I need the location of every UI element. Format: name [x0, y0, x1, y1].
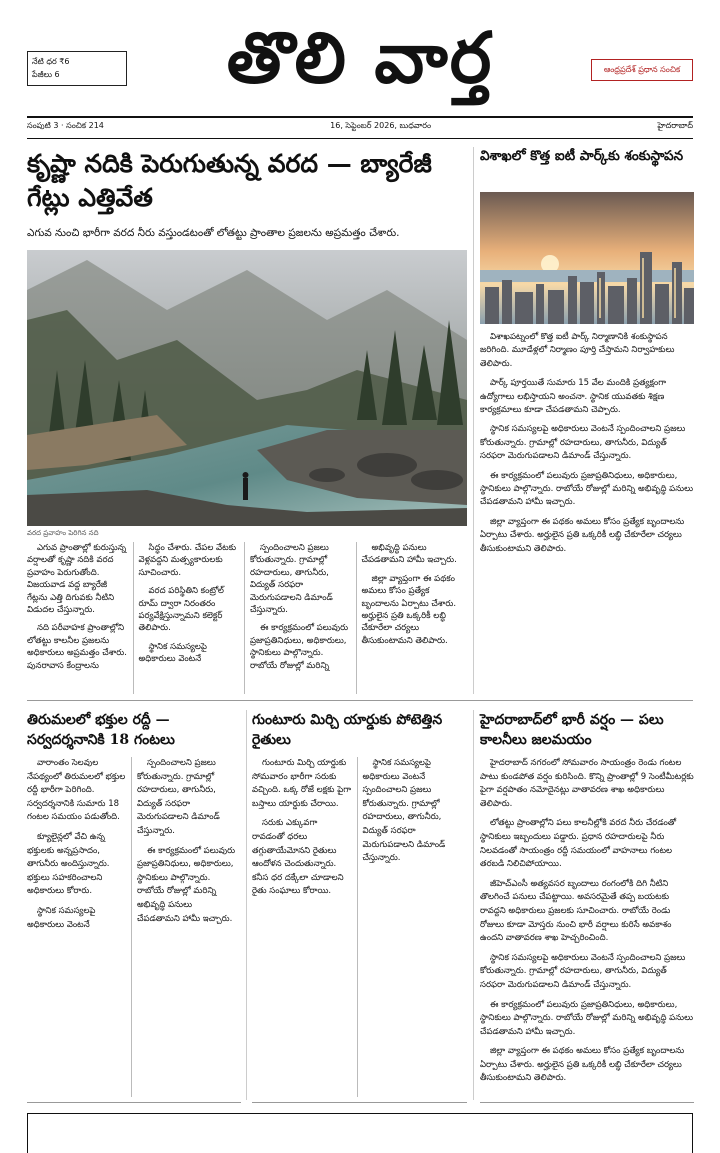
column-divider [473, 147, 474, 694]
paragraph: వరద పరిస్థితిని కంట్రోల్ రూమ్ ద్వారా నిరంతరం పర్యవేక్షిస్తున్నామని కలెక్టర్ తెలిపారు. [138, 586, 224, 634]
guntur-body [252, 757, 467, 1097]
paragraph: ఈ కార్యక్రమంలో పలువురు ప్రజాప్రతినిధులు, అధికారులు, స్థానికులు పాల్గొన్నారు. రాబోయే రోజుల్లో మరిన్ని అభివృద్ధి పనులు చేపడతామని హామీ ఇచ్చారు. [480, 999, 694, 1037]
lead-column [244, 542, 356, 694]
section-rule [480, 1102, 694, 1103]
photo-caption: వరద ప్రవాహం పెరిగిన నది [27, 529, 99, 537]
hyderabad-headline[interactable]: హైదరాబాద్‌లో భారీ వర్షం — పలు కాలనీలు జలమయం [480, 712, 664, 748]
section-rule [252, 1102, 467, 1103]
column-divider [246, 710, 247, 1100]
hyderabad-body [480, 757, 694, 1097]
lead-subhead: ఎగువ నుంచి భారీగా వరద నీరు వస్తుండటంతో లోతట్టు ప్రాంతాల ప్రజలను అప్రమత్తం చేశారు. [27, 227, 400, 239]
story-column [252, 757, 357, 1097]
lead-body [27, 542, 467, 694]
paragraph: సరుకు ఎక్కువగా రావడంతో ధరలు తగ్గుతాయేమోనని రైతులు ఆందోళన చెందుతున్నారు. కనీస ధర దక్కేలా చూడాలని రైతు సంఘాలు కోరాయి. [252, 818, 344, 897]
paragraph: పార్క్ పూర్తయితే సుమారు 15 వేల మందికి ప్రత్యక్షంగా ఉద్యోగాలు లభిస్తాయని అంచనా. స్థానిక యువతకు శిక్షణ కార్యక్రమాలు కూడా చేపడతామని చెప్పారు. [480, 378, 667, 416]
paragraph: ఎగువ ప్రాంతాల్లో కురుస్తున్న వర్షాలతో కృష్ణా నదికి వరద ప్రవాహం పెరుగుతోంది. విజయవాడ వద్ద బ్యారేజీ గేట్లను ఎత్తి దిగువకు నీటిని విడుదల చేస్తున్నారు. [27, 543, 127, 616]
paragraph: ఈ కార్యక్రమంలో పలువురు ప్రజాప్రతినిధులు, అధికారులు, స్థానికులు పాల్గొన్నారు. రాబోయే రోజుల్లో మరిన్ని [250, 623, 349, 671]
newspaper-title: తొలి వార్త [226, 16, 494, 99]
paragraph: గుంటూరు మిర్చి యార్డుకు సోమవారం భారీగా సరుకు వచ్చింది. ఒక్క రోజే లక్షకు పైగా బస్తాలు యార్డుకు చేరాయి. [252, 758, 352, 809]
paragraph: స్థానిక సమస్యలపై అధికారులు వెంటనే [138, 641, 207, 665]
section-rule [27, 1102, 241, 1103]
story-column [131, 757, 241, 1097]
paragraph: క్యూలైన్లలో వేచి ఉన్న భక్తులకు అన్నప్రసాదం, తాగునీరు అందిస్తున్నారు. భక్తులు సహకరించాలని అధికారులు కోరారు. [27, 831, 110, 897]
city-name: హైదరాబాద్ [657, 121, 693, 130]
column-divider [473, 710, 474, 1100]
price-box [27, 51, 127, 86]
lead-column [133, 542, 245, 694]
paragraph: స్థానిక సమస్యలపై అధికారులు వెంటనే స్పందించాలని ప్రజలు కోరుతున్నారు. గ్రామాల్లో రహదారులు, తాగునీరు, విద్యుత్ సరఫరా మెరుగుపడాలని డిమాండ్ చేస్తున్నారు. [480, 424, 686, 462]
tirumala-headline[interactable]: తిరుమలలో భక్తుల రద్దీ — సర్వదర్శనానికి 18 గంటలు [27, 712, 175, 748]
paragraph: లోతట్టు ప్రాంతాల్లోని పలు కాలనీల్లోకి వరద నీరు చేరడంతో స్థానికులు ఇబ్బందులు పడ్డారు. ప్రధాన రహదారులపై నీరు నిలవడంతో సాయంత్రం రద్దీ సమయంలో వాహనాలు గంటల తరబడి నిలిచిపోయాయి. [480, 818, 677, 870]
paragraph: స్థానిక సమస్యలపై అధికారులు వెంటనే స్పందించాలని ప్రజలు కోరుతున్నారు. గ్రామాల్లో రహదారులు, తాగునీరు, విద్యుత్ సరఫరా మెరుగుపడాలని డిమాండ్ చేస్తున్నారు. [480, 952, 686, 990]
side-body [480, 331, 694, 696]
city-skyline-art [480, 192, 694, 324]
paragraph: స్థానిక సమస్యలపై అధికారులు వెంటనే [27, 905, 96, 930]
paragraph: స్పందించాలని ప్రజలు కోరుతున్నారు. గ్రామాల్లో రహదారులు, తాగునీరు, విద్యుత్ సరఫరా మెరుగుపడాలని డిమాండ్ చేస్తున్నారు. [250, 543, 333, 616]
paragraph: జిల్లా వ్యాప్తంగా ఈ పథకం అమలు కోసం ప్రత్యేక బృందాలను ఏర్పాటు చేశారు. అర్హులైన ప్రతి ఒక్కరికీ లబ్ధి చేకూరేలా చర్యలు తీసుకుంటామని తెలిపారు. [361, 573, 457, 646]
price-label: నేటి ధర ₹6 [32, 57, 70, 66]
paragraph: ఈ కార్యక్రమంలో పలువురు ప్రజాప్రతినిధులు, అధికారులు, స్థానికులు పాల్గొన్నారు. రాబోయే రోజుల్లో మరిన్ని అభివృద్ధి పనులు చేపడతామని హామీ ఇచ్చారు. [137, 845, 236, 924]
pages-label: పేజీలు 6 [32, 70, 60, 79]
paragraph: జీహెచ్ఎంసీ అత్యవసర బృందాలు రంగంలోకి దిగి నీటిని తొలగించే పనులు చేపట్టాయి. అవసరమైతే తప్ప బయటకు రావద్దని అధికారులు ప్రజలకు సూచించారు. రాబోయే రెండు రోజులు కూడా మోస్తరు నుంచి భారీ వర్షాలు కురిసే అవకాశం ఉందని వాతావరణ శాఖ హెచ్చరించింది. [480, 878, 672, 944]
river-photo [27, 250, 467, 526]
paragraph: జిల్లా వ్యాప్తంగా ఈ పథకం అమలు కోసం ప్రత్యేక బృందాలను ఏర్పాటు చేశారు. అర్హులైన ప్రతి ఒక్కరికీ లబ్ధి చేకూరేలా చర్యలు తీసుకుంటామని తెలిపారు. [480, 516, 685, 554]
masthead-rule [27, 116, 693, 118]
lead-column [27, 542, 133, 694]
river-photo-art [27, 250, 467, 526]
lead-headline[interactable]: కృష్ణా నదికి పెరుగుతున్న వరద — బ్యారేజీ గేట్లు ఎత్తివేత [27, 149, 432, 212]
guntur-headline[interactable]: గుంటూరు మిర్చి యార్డుకు పోటెత్తిన రైతులు [252, 712, 443, 748]
city-skyline-photo [480, 192, 694, 324]
paragraph: ఈ కార్యక్రమంలో పలువురు ప్రజాప్రతినిధులు, అధికారులు, స్థానికులు పాల్గొన్నారు. రాబోయే రోజుల్లో మరిన్ని అభివృద్ధి పనులు చేపడతామని హామీ ఇచ్చారు. [480, 470, 694, 508]
dateline-rule [27, 138, 693, 139]
paragraph: విశాఖపట్నంలో కొత్త ఐటీ పార్క్ నిర్మాణానికి శంకుస్థాపన జరిగింది. మూడేళ్లలో నిర్మాణం పూర్తి చేస్తామని నిర్వాహకులు తెలిపారు. [480, 332, 675, 369]
paragraph: వారాంతం సెలవుల నేపథ్యంలో తిరుమలలో భక్తుల రద్దీ భారీగా పెరిగింది. సర్వదర్శనానికి సుమారు 18 గంటల సమయం పడుతోంది. [27, 758, 126, 823]
edition-badge: ఆంధ్రప్రదేశ్ ప్రధాన సంచిక [591, 59, 693, 81]
story-column [357, 757, 468, 1097]
paragraph: నది పరీవాహక ప్రాంతాల్లోని లోతట్టు కాలనీల ప్రజలను అధికారులు అప్రమత్తం చేశారు. పునరావాస కేంద్రాలను [27, 623, 127, 671]
dateline [27, 121, 693, 135]
issue-number: సంపుటి 3 · సంచిక 214 [27, 121, 104, 130]
lead-column [356, 542, 468, 694]
paragraph: స్థానిక సమస్యలపై అధికారులు వెంటనే స్పందించాలని ప్రజలు కోరుతున్నారు. గ్రామాల్లో రహదారులు, తాగునీరు, విద్యుత్ సరఫరా మెరుగుపడాలని డిమాండ్ చేస్తున్నారు. [362, 758, 446, 864]
paragraph: హైదరాబాద్ నగరంలో సోమవారం సాయంత్రం రెండు గంటల పాటు కుండపోత వర్షం కురిసింది. కొన్ని ప్రాంతాల్లో 9 సెంటీమీటర్లకు పైగా వర్షపాతం నమోదైనట్లు వాతావరణ శాఖ అధికారులు తెలిపారు. [480, 758, 694, 809]
story-column [27, 757, 131, 1097]
paragraph: అభివృద్ధి పనులు చేపడతామని హామీ ఇచ్చారు. [361, 543, 457, 566]
publication-date: 16, సెప్టెంబర్ 2026, బుధవారం [330, 121, 432, 130]
tirumala-body [27, 757, 241, 1097]
side-headline[interactable]: విశాఖలో కొత్త ఐటీ పార్క్‌కు శంకుస్థాపన [480, 148, 684, 164]
paragraph: సిద్ధం చేశారు. చేపల వేటకు వెళ్లవద్దని మత్స్యకారులకు సూచించారు. [138, 543, 237, 578]
section-rule [27, 700, 693, 701]
paragraph: జిల్లా వ్యాప్తంగా ఈ పథకం అమలు కోసం ప్రత్యేక బృందాలను ఏర్పాటు చేశారు. అర్హులైన ప్రతి ఒక్కరికీ లబ్ధి చేకూరేలా చర్యలు తీసుకుంటామని తెలిపారు. [480, 1046, 685, 1084]
paragraph: స్పందించాలని ప్రజలు కోరుతున్నారు. గ్రామాల్లో రహదారులు, తాగునీరు, విద్యుత్ సరఫరా మెరుగుపడాలని డిమాండ్ చేస్తున్నారు. [137, 758, 220, 836]
bottom-box [27, 1113, 693, 1153]
